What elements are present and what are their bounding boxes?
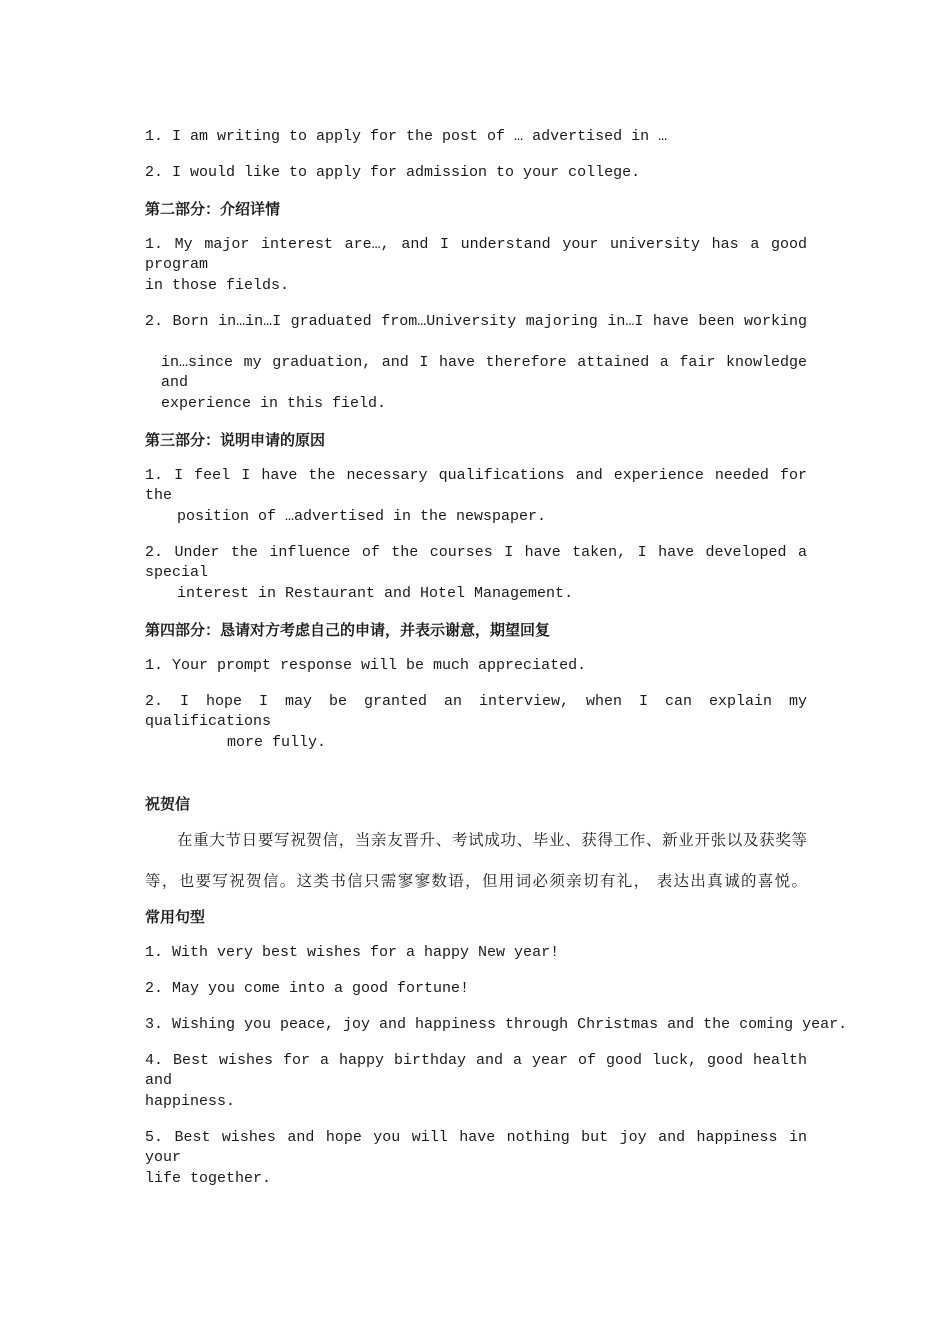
part2-item2-line2: in…since my graduation, and I have therefore attained a fair knowledge and	[161, 354, 807, 391]
congrats-intro-line2: 等，也要写祝贺信。这类书信只需寥寥数语，但用词必须亲切有礼， 表达出真诚的喜悦。	[145, 872, 807, 890]
phrase-3: 3. Wishing you peace, joy and happiness through Christmas and the coming year.	[145, 1016, 848, 1033]
part2-item1-line2: in those fields.	[145, 277, 290, 294]
part3-item2-line2: interest in Restaurant and Hotel Management.	[177, 585, 574, 602]
part3-item2-line1: 2. Under the influence of the courses I have taken, I have developed a special	[145, 544, 807, 581]
phrase-5-line1: 5. Best wishes and hope you will have nothing but joy and happiness in your	[145, 1129, 807, 1166]
phrase-4-line1: 4. Best wishes for a happy birthday and a year of good luck, good health and	[145, 1052, 807, 1089]
phrases-heading: 常用句型	[145, 908, 206, 926]
congrats-title: 祝贺信	[145, 795, 191, 813]
phrase-2: 2. May you come into a good fortune!	[145, 980, 470, 997]
part1-item-2: 2. I would like to apply for admission to your college.	[145, 164, 641, 181]
part1-item-1: 1. I am writing to apply for the post of … advertised in …	[145, 128, 668, 145]
part4-heading: 第四部分：恳请对方考虑自己的申请，并表示谢意，期望回复	[145, 621, 551, 639]
part2-item2-line1: 2. Born in…in…I graduated from…University majoring in…I have been working	[145, 313, 807, 330]
part3-item1-line1: 1. I feel I have the necessary qualifications and experience needed for the	[145, 467, 807, 504]
part4-item2-line1: 2. I hope I may be granted an interview, when I can explain my qualifications	[145, 693, 807, 730]
part2-item2-line3: experience in this field.	[161, 395, 387, 412]
congrats-intro-line1: 在重大节日要写祝贺信，当亲友晋升、考试成功、毕业、获得工作、新业开张以及获奖等	[177, 831, 807, 849]
part4-item1: 1. Your prompt response will be much appreciated.	[145, 657, 587, 674]
phrase-5-line2: life together.	[145, 1170, 272, 1187]
phrase-1: 1. With very best wishes for a happy New year!	[145, 944, 560, 961]
part3-heading: 第三部分：说明申请的原因	[145, 431, 326, 449]
part2-item1-line1: 1. My major interest are…, and I understand your university has a good program	[145, 236, 807, 273]
part2-heading: 第二部分：介绍详情	[145, 200, 281, 218]
part3-item1-line2: position of …advertised in the newspaper.	[177, 508, 547, 525]
phrase-4-line2: happiness.	[145, 1093, 236, 1110]
part4-item2-line2: more fully.	[227, 734, 327, 751]
